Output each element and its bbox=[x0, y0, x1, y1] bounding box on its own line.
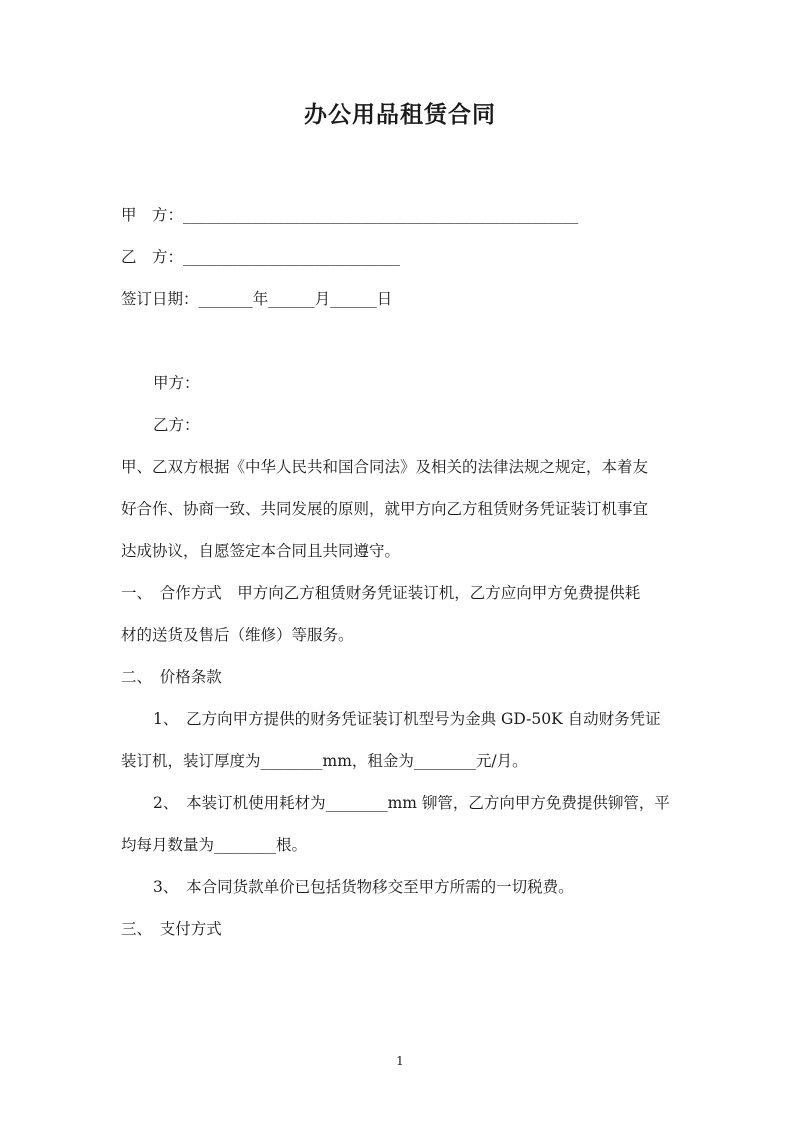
section-2-item-3: 3、 本合同货款单价已包括货物移交至甲方所需的一切税费。 bbox=[153, 878, 574, 896]
sign-date-field: 签订日期：_______年______月______日 bbox=[121, 290, 393, 308]
section-2-title: 二、 价格条款 bbox=[121, 668, 222, 686]
section-1-line-1: 一、 合作方式 甲方向乙方租赁财务凭证装订机，乙方应向甲方免费提供耗 bbox=[121, 584, 641, 602]
page-number: 1 bbox=[396, 1054, 404, 1068]
document-title: 办公用品租赁合同 bbox=[304, 101, 496, 128]
party-b-label: 乙方： bbox=[153, 416, 200, 434]
section-2-item-1-line-1: 1、 乙方向甲方提供的财务凭证装订机型号为金典 GD-50K 自动财务凭证 bbox=[153, 710, 661, 728]
section-3-title: 三、 支付方式 bbox=[121, 920, 222, 938]
intro-line-1: 甲、乙双方根据《中华人民共和国合同法》及相关的法律法规之规定，本着友 bbox=[121, 458, 649, 476]
section-2-item-1-line-2: 装订机，装订厚度为________mm，租金为________元/月。 bbox=[121, 752, 528, 770]
section-2-item-2-line-1: 2、 本装订机使用耗材为________mm 铆管，乙方向甲方免费提供铆管，平 bbox=[153, 794, 670, 812]
intro-line-2: 好合作、协商一致、共同发展的原则，就甲方向乙方租赁财务凭证装订机事宜 bbox=[121, 500, 649, 518]
section-1-line-2: 材的送货及售后（维修）等服务。 bbox=[121, 626, 354, 644]
party-b-field: 乙 方：____________________________ bbox=[121, 248, 401, 266]
party-a-field: 甲 方：___________________________________________________ bbox=[121, 206, 579, 224]
party-a-label: 甲方： bbox=[153, 374, 200, 392]
intro-line-3: 达成协议，自愿签定本合同且共同遵守。 bbox=[121, 542, 401, 560]
section-2-item-2-line-2: 均每月数量为________根。 bbox=[121, 836, 308, 854]
